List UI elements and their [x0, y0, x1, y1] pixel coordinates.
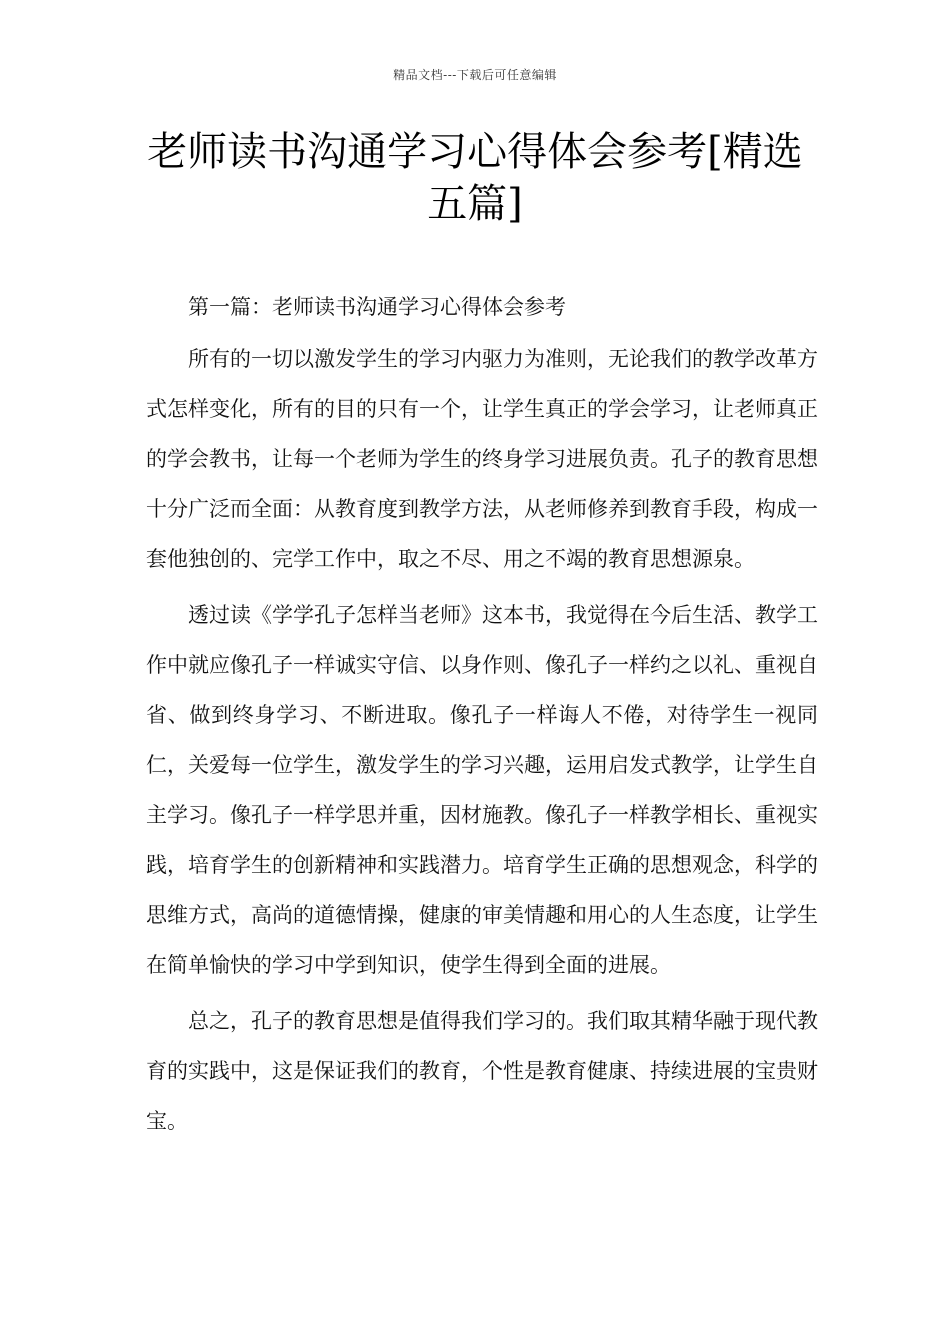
document-title: 老师读书沟通学习心得体会参考[精选五篇]: [147, 129, 803, 227]
paragraph: 总之，孔子的教育思想是值得我们学习的。我们取其精华融于现代教育的实践中，这是保证我们的教育，个性是教育健康、持续进展的宝贵财宝。: [146, 1009, 818, 1133]
paragraph: 所有的一切以激发学生的学习内驱力为准则，无论我们的教学改革方式怎样变化，所有的目的只有一个，让学生真正的学会学习，让老师真正的学会教书，让每一个老师为学生的终身学习进展负责。孔子的教育思想十分广泛而全面：从教育度到教学方法，从老师修养到教育手段，构成一套他独创的、完学工作中，取之不尽、用之不竭的教育思想源泉。: [146, 347, 818, 571]
section-heading: 第一篇：老师读书沟通学习心得体会参考: [188, 295, 566, 319]
paragraph: 透过读《学学孔子怎样当老师》这本书，我觉得在今后生活、教学工作中就应像孔子一样诚实守信、以身作则、像孔子一样约之以礼、重视自省、做到终身学习、不断进取。像孔子一样诲人不倦，对待学生一视同仁，关爱每一位学生，激发学生的学习兴趣，运用启发式教学，让学生自主学习。像孔子一样学思并重，因材施教。像孔子一样教学相长、重视实践，培育学生的创新精神和实践潜力。培育学生正确的思想观念，科学的思维方式，高尚的道德情操，健康的审美情趣和用心的人生态度，让学生在简单愉快的学习中学到知识，使学生得到全面的进展。: [146, 603, 818, 977]
page-header: 精品文档---下载后可任意编辑: [393, 68, 557, 82]
document-body: [146, 282, 818, 1152]
